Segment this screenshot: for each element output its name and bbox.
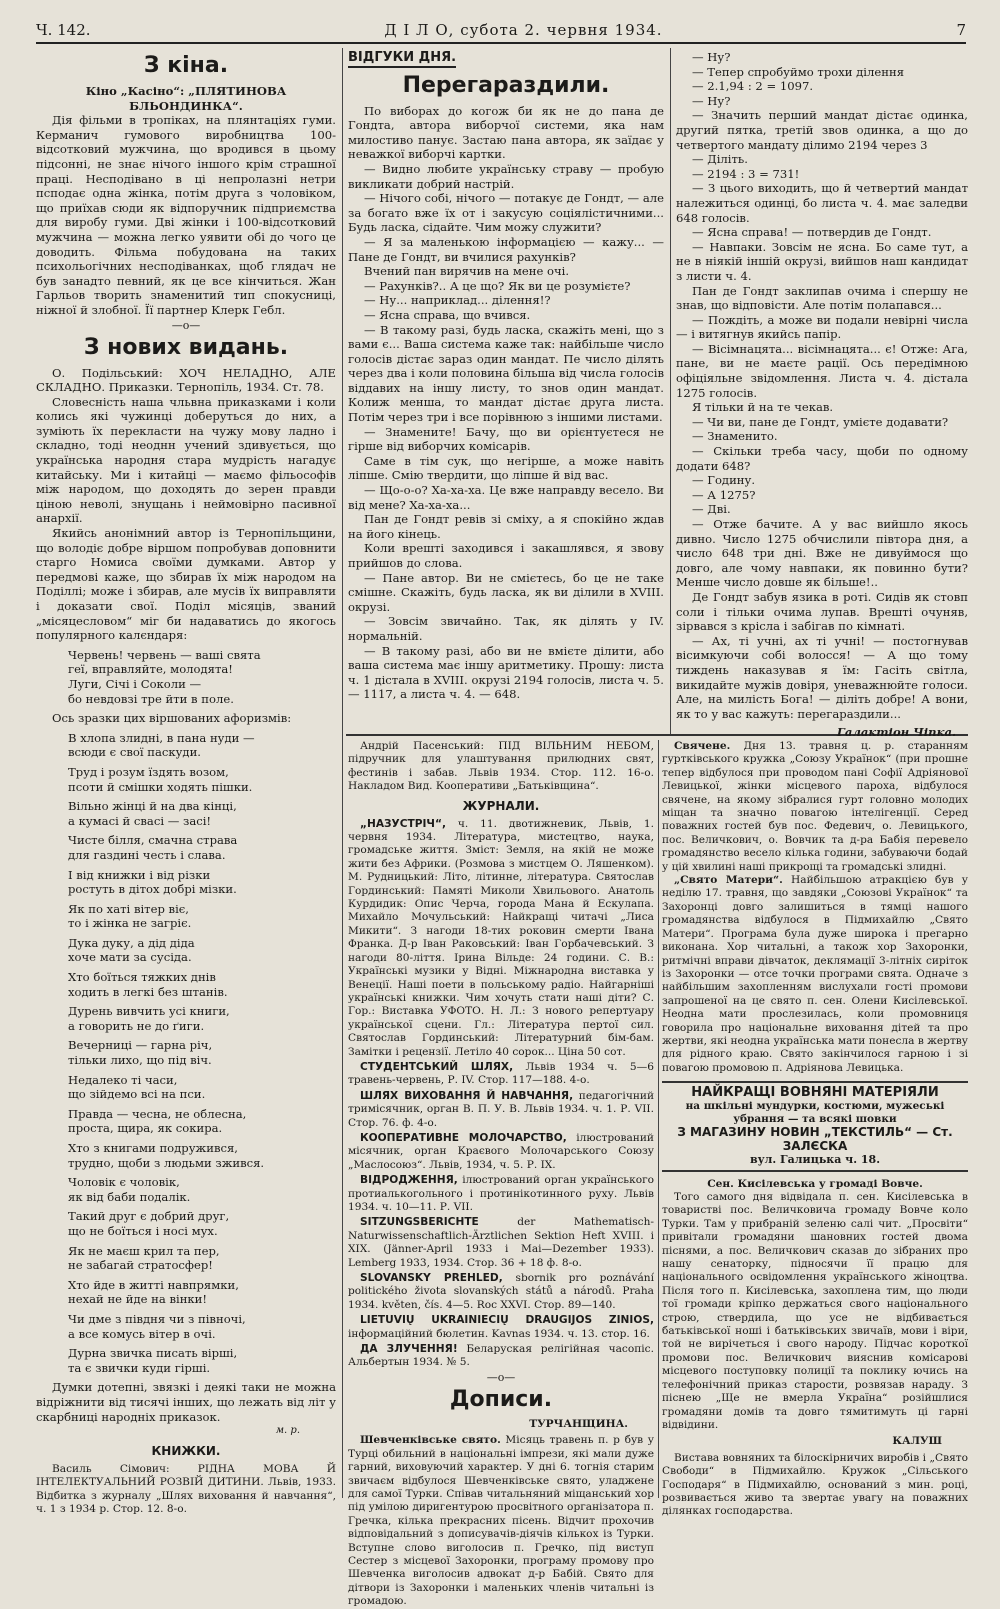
aphorism-line: В хлопа злидні, в пана нуди — [68,730,255,745]
ad-shop: З МАГАЗИНУ НОВИН „ТЕКСТИЛЬ“ — Ст. ЗАЛЄСКА [677,1125,953,1153]
verse-line: Луги, Січі і Соколи — [68,676,202,691]
paragraph: — Значить перший мандат дістає одинка, другий пятка, третій звов одинка, а що до четвертого мандату ділимо 2194 через 3 [676,108,968,152]
paragraph: — З цього виходить, що й четвертий мандат належиться одинці, бо листа ч. 4. має заледви 648 голосів. [676,181,968,225]
paragraph: — В такому разі, будь ласка, скажіть мені, що з вами є... Ваша система каже так: найбільше число голосів дістає зараз один мандат. Пе число ділять через два і коли половина більша від числа голосів віддавих на іншу листу, то знов один мандат. Колиж менша, то мандат дістає друга листа. Потім через три і все порівнюю з іншими листами. [348,322,664,425]
journal-details: педагогічний тримісячник, орган В. П. У. В. Львів 1934. ч. 1. Р. VII. Стор. 76. ф. 4-о. [348,1089,655,1129]
aphorism-line: Такий друг є добрий друг, [68,1209,230,1224]
vydan-p1: Словесність нашa чльвна приказками і коли колись які чужинці доберуться до них, а зуміють їх перекласти на чужу мову ладно і складно, тоді неоднн учений здивується, що українська народня стара мудрість нагадує китайську. Ми і китайці — маємо фільософів між народом, що доходять до зерен правди ціною неволі, знущань і неймовірно пасивної анархії. [36,394,336,526]
dopys-3-text: Найбільшою атракцією був у неділю 17. травня, що завдяки „Союзові Українок“ та Захоронці довго залишиться в тямці нашого громадянства відбулося в Підмихайлю „Свято Матери“. Програма була дуже широка і прегарно виконана. Хор читальні, а також хор Захоронки, ритмічні вправи дівчаток, деклямації 3-літніх сиріток із Захоронки — отсе точки програми свята. Одначе з найбільшим захопленням вислухали гості промови запрошеної на це свято п. сен. Олени Кисілевської. Неодна мати прослезилась, коли промовниця говорила про національне виховання дітей та про жертви, які неодна українська мати понесла в жертву для рідного краю. Свято закінчилося гарною і зі повагою промовою п. Адріянова Левицька. [662,874,969,1074]
dopys-4-lead: Сен. Кисілевська у громаді Вовче. [707,1177,923,1190]
aphorism-line: Як по хаті вітер віє, [68,901,189,916]
aphorism-line: І від книжки і від різки [68,867,211,882]
aphorism-line: а говорить не до ґиги. [68,1018,205,1033]
paragraph: — Ясна справа! — потвердив де Гондт. [692,225,932,240]
kino-lead: Кіно „Касіно“: „ПЛЯТИНОВА БЛЬОНДИНКА“. [85,84,287,113]
journal-entry [348,1090,654,1130]
dopys-4-text: Того самого дня відвідала п. сен. Кисілевська в товаристві пос. Величковичa громаду Вовче коло Турки. Там у прибраній зеленю салі чит. „Просвіти“ привітали громадяни шановних гостей двома піснями, а пос. Величкович сказав до зібраних про нашу сенаторку, підносячи її працю для національного освідомлення українського жіноцтва. Після того п. Кисілевська, захоплена тим, що люди тої громади кріпко держаться свого національного строю, ствердила, що усе не відбивається батьківської ноші і батьківських звичаїв, мови і віри, той не вирічеться і свого народу. Підчас короткої промови пос. Величкович вияснив комісарові місцевого поступовку полиції та поклику ючись на телефонічний приказ старости, розвязав нараду. З піснею „Ще не вмерла Україна“ розійшлися громадяни домів та довго тямитимуть ці гарні відвідини. [662,1191,968,1431]
aphorism-line: як від баби подалік. [68,1189,191,1204]
aphorism [36,833,336,862]
aphorism-line: що не боїться і носі мух. [68,1223,218,1238]
textile-advertisement [662,1081,968,1171]
paragraph: — Скільки треба часу, щоби по одному додати 648? [676,444,968,473]
aphorism-line: то і жінка не загріє. [68,916,192,931]
paragraph: Вчений пан вирячив на мене очі. [364,264,570,279]
journal-name: SLOVANSKY PREHLED, [360,1272,503,1285]
journal-name: SITZUNGSBERICHTE [360,1216,479,1229]
paragraph: По виборах до когож би як не до пана де Гондта, автора виборчої системи, яка нам милостиво панує. Застаю пана автора, як заїдає у неважкої виборчі картки. [348,103,664,162]
paragraph: — Нічого собі, нічого — потакує де Гондт, — але за богато вже їх от і закусую соціялістичними... Будь ласка, сідайте. Чим можу служити? [348,191,664,235]
paragraph: — Ну? [692,93,731,108]
paragraph: — А 1275? [692,487,756,502]
aphorism [36,1141,336,1170]
kino-text: Дія фільми в тропіках, на плянтаціях гуми. Керманич гумового виробництва 100-відсотковий мужчина, що вродився в цьому підсонні, не знає нічого іншого крім страшної праці. Несподівано в ці непролазні нетри псподає одна жінка, потім друга з чоловіком, що приїхав сюди як відпоручник підприємства для виробу гуми. Дві жінки і 100-відсотковий мужчина — можна легко уявити обі до чого це доводить. Фільма побудована на таких психольогічних несподіванках, щоб глядач не був занадто певний, як це все кінчиться. Жан Гарльов творить знаменитий тип спокусниці, ніжної й злобної. Її партнер Клерк Гебл. [36,113,336,317]
dopys-1 [348,1434,654,1608]
paragraph: — Ах, ті учні, ах ті учні! — постогнував вісимкуючи собі волосся! — А що тому тиждень наказував я їм: Гасіть світла, викидайте мужів довіря, уневажнюйте голоси. Але, на милість Бога! — діліть добре! А вони, як то у вас кажуть: перегараздили... [676,633,968,721]
aphorism-line: Як не маєш крил та пер, [68,1243,220,1258]
paragraph: — Тепер спробуймо трохи ділення [692,64,905,79]
aphorism [36,902,336,931]
column-rule-3 [658,740,659,1498]
journal-details: інформаційний бюлетин. Kavnas 1934. ч. 13. стор. 16. [348,1327,650,1340]
aphorism [36,1244,336,1273]
aphorism-line: Труд і розум їздять возом, [68,764,229,779]
journal-details: sbornik pro poznávání politického života slovanských států a národů. Praha 1934. květen, čís. 4—5. Roc XXVI. Стор. 89—140. [348,1272,654,1311]
aphorism-line: а все комусь вітер в очі. [68,1326,216,1341]
journal-entry [348,818,654,1059]
journal-name: ВІДРОДЖЕННЯ, [360,1174,458,1187]
paragraph: Коли врешті заходився і закашлявся, я звову прийшов до слова. [348,541,664,570]
journal-details: der Mathematisch-Naturwissenschaftlich-Ärztlichen Sektion Heft XVIII. i XIX. (Jänner-April 1933 i Mai—Dezember 1933). Lemberg 1933, 1934. Стор. 36 + 18 ф. 8-о. [348,1216,655,1269]
aphorism [36,765,336,794]
paper-title: Д І Л О, [384,21,455,39]
journal-name: ШЛЯХ ВИХОВАННЯ Й НАВЧАННЯ, [360,1089,574,1102]
column-bottom-middle [348,740,655,1608]
author-signature: Галактіон Чіпка. [836,725,956,740]
dopysy-title: Дописи. [449,1386,553,1412]
verse-line: бо невдовзі тре йти в поле. [68,691,234,706]
vydan-book: О. Подільський: ХОЧ НЕЛАДНО, АЛЕ СКЛАДНО. Приказки. Тернопіль, 1934. Ст. 78. [36,365,336,395]
paragraph: — Пождіть, а може ви подали невірні числа — і витягнув якийсь папір. [676,312,968,342]
journal-name: LIETUVIŲ UKRAINIECIŲ DRAUGIJOS ZINIOS, [360,1314,654,1327]
paragraph: — В такому разі, або ви не вмієте ділити, або ваша система має іншу аритметику. Прошу: листа ч. 1 дістала в XVIII. окрузі 2194 голосів, листа ч. 5. — 1117, а листа ч. 4. — 648. [348,643,664,702]
aphorism-line: Вільно жінці й на два кінці, [68,799,237,814]
aphorism [36,1209,336,1238]
aphorism-line: нехай не йде на вінки! [68,1292,208,1307]
pasenskyi-entry: Андрій Пасенський: ПІД ВІЛЬНИМ НЕБОМ, підручник для улаштування прилюдних свят, фестинів і забав. Львів 1934. Стор. 112. 16-о. Накладом Вид. Кооперативи „Батьківщина“. [348,740,654,793]
paragraph: — Навпаки. Зовсім не ясна. Бо саме тут, а не в ніякій іншій окрузі, вийшов наш кандидат з листи ч. 4. [676,239,968,283]
journal-details: ілюстрований орган українського протиалькогольного і протинікотинного руху. Львів 1934. ч. 10—11. Р. VII. [348,1174,654,1213]
paragraph: — Знамените! Бачу, що ви орієнтуєтеся не гірше від виборчих комісарів. [348,424,664,454]
aphorism [36,1312,336,1341]
aphorism-line: псоти й смішки ходять пішки. [68,779,253,794]
dopys-2 [662,740,968,874]
aphorism-line: Хто йде в житті навпрямки, [68,1277,239,1292]
paragraph: Пан де Гондт заклипав очима і спершу не знав, що відповісти. Але потім полапався... [676,283,968,313]
paragraph: — Вісімнацята... вісімнацята... є! Отже: Ага, пане, ви не маєте рації. Ось передімною офіціяльне звідомлення. Листа ч. 4. дістала 1275 голосів. [676,341,968,400]
paragraph: — Ну? [692,50,731,64]
journal-details: Беларуская релігійная часопіс. Альбертын 1934. № 5. [348,1343,654,1369]
aphorism-line: для газдині честь і слава. [68,847,226,862]
paragraph: — Чи ви, пане де Гондт, умієте додавати? [692,414,949,429]
aphorism-line: не забагай стратосфер! [68,1258,213,1273]
journals-title: ЖУРНАЛИ. [462,798,540,813]
aphorism-line: Чоловік є чоловік, [68,1175,180,1190]
paragraph: — 2194 : 3 = 731! [692,166,800,181]
aphorism [36,799,336,828]
aphorism [36,970,336,999]
aphorism-line: ростуть в дітох добрі мізки. [68,882,237,897]
paragraph: — Дві. [692,502,731,517]
dopys-3-lead: „Свято Матери“. [674,874,783,887]
dopys-1-lead: Шевченківське свято. [360,1434,501,1447]
paper-title-date [384,21,662,39]
paragraph: — Отже бачите. А у вас вийшло якось дивно. Число 1275 обчислили півтора дня, а число 648 три дні. Вже не дивуймося що довго, але чому навпаки, як повинно бути? Менше число довше як більше!.. [676,517,968,590]
paragraph: — Знаменито. [692,429,778,444]
journal-entry [348,1314,654,1341]
separator: —o— [171,318,201,332]
journal-details: ілюстрований місячник, орган Краєвого Молочарського Союзу „Маслосоюз“. Львів, 1934, ч. 5. Р. IX. [348,1131,654,1171]
paragraph: Де Гондт забув язика в роті. Сидів як стовп соли і тільки очима лупав. Врешті очуняв, зірвався з крісла і забігав по кімнаті. [676,589,968,634]
journal-name: ДА ЗЛУЧЕННЯ! [360,1343,458,1356]
aphorism-line: Дука дуку, а дід діда [68,935,195,950]
paragraph: Саме в тім сук, що негірше, а може навіть ліпше. Смію твердити, що ліпше й від вас. [348,453,664,483]
aphorism [36,1038,336,1067]
page-number: 7 [956,21,966,39]
column-left [36,50,336,1515]
dopys-4-heading [662,1178,968,1191]
aphorism-line: Чи дме з півдня чи з півночі, [68,1311,246,1326]
vydan-title: З нових видань. [83,334,289,360]
paragraph: — Ну... наприклад... ділення!? [364,293,551,308]
column-bottom-right [662,740,969,1518]
journal-name: „НАЗУСТРІЧ“, [360,817,446,830]
aphorism [36,1107,336,1136]
verse-line: геї, вправляйте, молодята! [68,662,233,677]
paragraph: Я тільки й на те чекав. [692,400,834,415]
aphorism-line: Хто боїться тяжких днів [68,970,216,985]
journal-name: КООПЕРАТИВНЕ МОЛОЧАРСТВО, [360,1131,567,1144]
aphorism [36,1346,336,1375]
journal-entry [348,1216,654,1270]
paragraph: — Видно любите українську страву — пробую викликати добрий настрій. [348,161,664,191]
aphorism-line: Дурень вивчить усі книги, [68,1004,230,1019]
aphorism [36,1175,336,1204]
vydan-p3: Ось зразки цих віршованих афоризмів: [52,711,292,726]
kino-title: З кіна. [143,53,229,78]
journal-entry [348,1272,654,1312]
column-rule-1 [342,48,343,1498]
column-right [676,50,968,740]
column-rule-2 [670,48,671,734]
aphorism-line: всюди є свої паскуди. [68,745,201,760]
aphorism-line: Вечерниці — гарна річ, [68,1038,213,1053]
masthead [36,18,966,44]
knyzhky-title: КНИЖКИ. [151,1443,221,1458]
separator: —o— [486,1370,516,1384]
verse-intro [36,648,336,706]
aphorism [36,731,336,760]
section-kicker: ВІДГУКИ ДНЯ. [348,51,456,68]
paragraph: — Пане автор. Ви не смієтесь, бо це не таке смішне. Скажіть, будь ласка, як ви ділили в XVIII. окрузі. [348,570,664,614]
paragraph: — Рахунків?.. А це що? Як ви це розумієте? [364,278,631,293]
paragraph: — Зовсім звичайно. Так, як ділять у IV. нормальній. [348,614,664,643]
aphorism [36,1073,336,1102]
paragraph: — Я за маленькою інформацією — кажу... — Пане де Гондт, ви вчилися рахунків? [348,234,664,264]
aphorism-line: а кумасі й свасі — засі! [68,813,212,828]
issue-number: Ч. 142. [36,21,91,39]
vydan-signature: м. р. [275,1425,300,1437]
place-heading: ТУРЧАНЩИНА. [529,1417,628,1430]
dopys-2-text: Дня 13. травня ц. р. старанням гуртківського кружка „Союзу Українок“ (при прошне тепер відбулося при проводом пані Софії Адріянової Левицької, жінки місцевого пароха, відбулося свячене, на якому зібралися гурт головно молодих міщан та значно повагою інтелігенції. Серед поважних гостей був пос. Федевич, о. Левицького, пос. Величкович, о. Вовчик та д-ра Бабія перевело громадянство весело кілька години, забуваючи бодай у цій хвилині наші прикрощі та громадські злидні. [662,740,968,873]
journal-entry [348,1061,654,1088]
journal-name: СТУДЕНТСЬКИЙ ШЛЯХ, [360,1060,514,1073]
dopys-1-text: Місяць травень п. р був у Турці обильний в національні імпрези, які мали дуже гарний, виховуючий характер. У дні 6. тогнія старим звичаєм відбулося Шевченківське свято, уладжене для самої Турки. Співав читальняний міщанський хор під умілою диригентурою просвітного організатора п. Гречка, кілька прекрасних пісень. Відчит прохочив відповідальний з дописувачів-діячів кількох із Турки. Вступне слово виголосив п. Гречко, під виступ Сестер з місцевої Захоронки, програму промову про Шевченка виголосив адвокат д-р Бабій. Свято для дітвори із Захоронки і маленьких членів читальні із громадою. [348,1434,655,1608]
paragraph: — Годину. [692,473,756,488]
journal-details: ч. 11. двотижневик, Львів, 1. червня 1934. Література, мистецтво, наука, громадське життя. Зміст: Земля, на якій не може жити без Африки. (Розмова з мистцем О. Ляшенком). М. Рудницький: Літо, літинне, література. Святослав Гординський: Памяті Миколи Хвильового. Анатоль Курдидик: Опис Черча, города Мана й Ескулапа. Михайло Мочульський: Найкращі читачі „Лиса Микити“. З нагоди 18-тих роковин смерти Івана Франка. Д-р Іван Раковський: Іван Горбачевський. З нагоди 80-ліття. Ірина Вільде: 24 години. С. В.: Українські музики у Відні. Міжнародна виставка у Венеції. Наші поети в польському радіо. Найгарніші українські книжки. Чим хочуть стати наші діти? С. Гор.: Виставка УФОТО. Н. Л.: З нового репертуару української сцени. Гл.: Література пертої сил. Святослав Гординський: Літературний бім-бам. Замітки і рецензії. Летіло 40 сорок... Ціна 50 сот. [348,817,654,1058]
aphorism [36,868,336,897]
vydan-p2: Якийсь анонімний автор із Тернопільщини, що володіє добре віршом попробував доповнити старго Номиса своїми думками. Автор у передмові каже, що збирав їх між народом на Поділлі; може і збирав, але мусів їх виправляти і доказати свої. Поділ місяців, званий „місяцесловом“ міг би надаватись до якогось популярного калєндаря: [36,526,336,643]
dopys-2-lead: Свячене. [674,740,731,752]
aphorism [36,1278,336,1307]
journal-entry [348,1343,654,1370]
dopys-5-text: Виставa вовняних та білоскірничих виробів і „Свято Свободи“ в Підмихайлю. Кружок „Сільського Господаря“ в Підмихайлю, оснований з мин. році, розвивається живо та звертає увагу на поважних ділянках господарства. [662,1451,968,1518]
issue-date: субота 2. червня 1934. [460,21,663,39]
aphorism [36,936,336,965]
aphorism-line: проста, щира, як сокира. [68,1121,223,1136]
aphorism-line: що зійдемо всі на пси. [68,1087,206,1102]
aphorism-list [36,731,336,1376]
ad-headline: НАЙКРАЩІ ВОВНЯНІ МАТЕРІЯЛИ [691,1085,939,1101]
aphorism-line: тільки лихо, що під віч. [68,1053,212,1068]
paragraph: — Що-о-о? Ха-ха-ха. Це вже направду весело. Ви від мене? Ха-ха-ха... [348,483,664,512]
aphorism-line: ходить в легкі без штанів. [68,984,228,999]
aphorism-line: трудно, щоби з людьми зжився. [68,1155,265,1170]
aphorism-line: Чисте білля, смачна страва [68,833,238,848]
verse-line: Червень! червень — ваші свята [68,647,261,662]
aphorism-line: Дурна звичка писать вірші, [68,1346,238,1361]
feuilleton-continued [676,50,968,721]
paragraph: Пан де Гондт ревів зі сміху, а я спокійно ждав на його кінець. [348,512,664,541]
paragraph: — Діліть. [692,152,748,167]
aphorism-line: хоче мати за сусіда. [68,950,192,965]
aphorism-line: Правда — чесна, не облесна, [68,1106,247,1121]
journal-entry [348,1132,654,1172]
feuilleton-body [348,104,664,702]
vydan-p4: Думки дотепні, звязкі і деякі таки не можна відріжнити від тисячі інших, що лежать від літ у скарбниці народніх приказок. [36,1380,336,1424]
place-heading-2: КАЛУШ [892,1435,942,1448]
ad-address: вул. Галицька ч. 18. [749,1153,881,1167]
aphorism-line: Хто з книгами подружився, [68,1141,238,1155]
paragraph: — 2.1,94 : 2 = 1097. [692,79,814,94]
aphorism-line: Недалеко ті часи, [68,1072,178,1087]
feuilleton-title: Перегараздили. [402,72,610,98]
column-middle [348,50,664,730]
journals-list [348,818,654,1370]
aphorism [36,1004,336,1033]
aphorism-line: та є звички куди гірші. [68,1360,211,1375]
journal-entry [348,1174,654,1214]
paragraph: — Ясна справа, що вчився. [364,307,531,322]
dopys-3 [662,874,968,1075]
knyzhky-text: Василь Сімович: РІДНА МОВА Й ІНТЕЛЕКТУАЛЬНИЙ РОЗВІЙ ДИТИНИ. Львів, 1933. Відбитка з журналу „Шлях виховання й навчання“, ч. 1 з 1934 р. Стор. 12. 8-о. [36,1462,336,1515]
ad-subline: на шкільні мундурки, костюми, мужеські убрання — та всякі шовки [685,1099,945,1125]
journal-details: Львів 1934 ч. 5—6 травень-червень, Р. IV. Стор. 117—188. 4-о. [348,1060,654,1087]
